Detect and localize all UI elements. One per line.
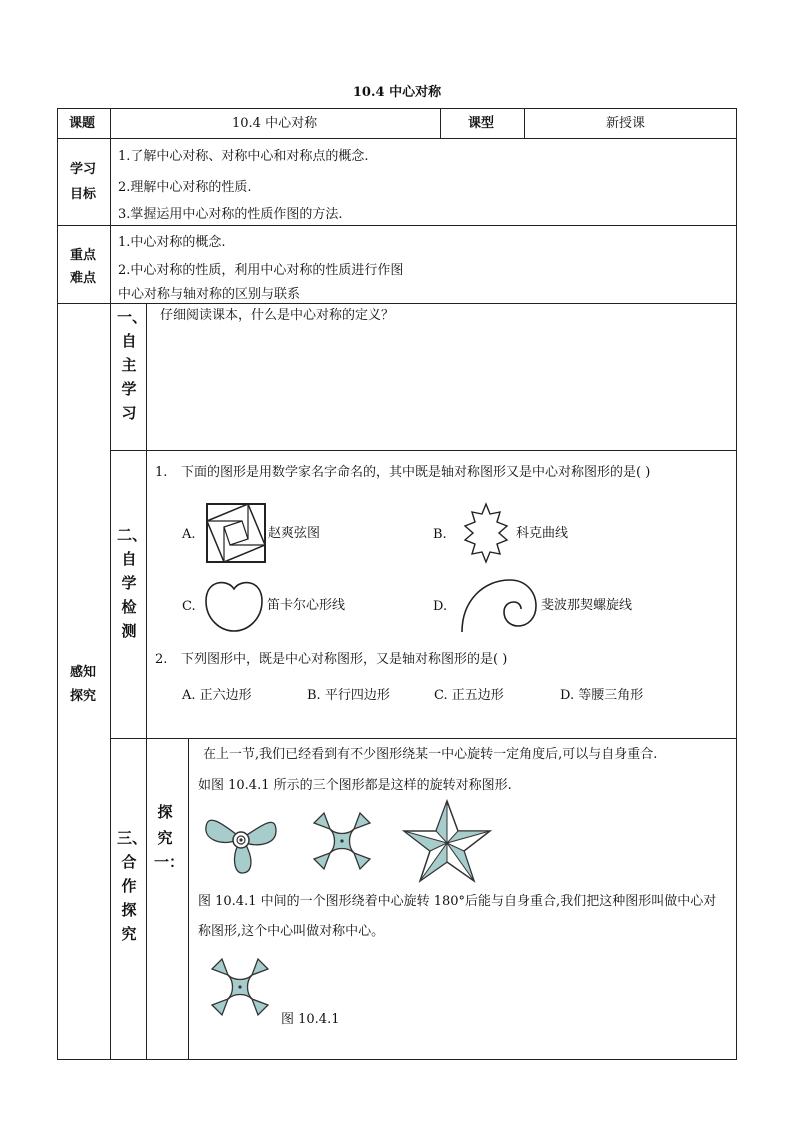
q1-option-d-label: 斐波那契螺旋线 — [541, 598, 633, 613]
subject-label: 课题 — [69, 116, 96, 131]
q1-option-b-label: 科克曲线 — [516, 526, 569, 541]
keypoints-label-2: 难点 — [70, 271, 97, 286]
explore-label-2: 探究 — [70, 689, 97, 704]
figure-caption: 图 10.4.1 — [281, 1012, 340, 1027]
objective-item: 3.掌握运用中心对称的性质作图的方法. — [118, 207, 343, 222]
q2-text: 下列图形中，既是中心对称图形，又是轴对称图形的是( ) — [181, 652, 508, 667]
q2-option: C. 正五边形 — [434, 688, 504, 703]
keypoint-item: 中心对称与轴对称的区别与联系 — [118, 287, 301, 302]
q1-number: 1. — [155, 465, 168, 480]
cardioid-figure — [204, 577, 264, 633]
section3-para2: 如图 10.4.1 所示的三个图形都是这样的旋转对称图形. — [198, 778, 512, 793]
objectives-label-2: 目标 — [70, 187, 97, 202]
q1-option-a-label: 赵爽弦图 — [268, 526, 321, 541]
type-value: 新授课 — [606, 116, 646, 131]
objective-item: 2.理解中心对称的性质. — [118, 180, 252, 195]
q1-text: 下面的图形是用数学家名字命名的，其中既是轴对称图形又是中心对称图形的是( ) — [181, 465, 651, 480]
q1-option-c-letter: C. — [182, 599, 196, 614]
fan-figure — [202, 805, 278, 875]
q1-option-a-letter: A. — [182, 527, 196, 542]
q2-option: A. 正六边形 — [182, 688, 252, 703]
section3-para3-line2: 称图形,这个中心叫做对称中心。 — [198, 924, 385, 939]
koch-curve-figure — [456, 502, 516, 566]
objectives-label-1: 学习 — [70, 162, 97, 177]
q1-option-c-label: 笛卡尔心形线 — [267, 598, 346, 613]
star-figure — [402, 799, 492, 883]
fibonacci-spiral-figure — [458, 576, 538, 636]
page-title: 10.4 中心对称 — [352, 85, 442, 100]
pinwheel-figure — [306, 805, 378, 877]
objective-item: 1.了解中心对称、对称中心和对称点的概念. — [118, 149, 369, 164]
subject-value: 10.4 中心对称 — [232, 116, 318, 131]
keypoints-label-1: 重点 — [70, 248, 97, 263]
zhao-shuang-figure — [206, 503, 266, 563]
section1-question: 仔细阅读课本，什么是中心对称的定义？ — [160, 308, 395, 323]
section3-para1: 在上一节,我们已经看到有不少图形绕某一中心旋转一定角度后,可以与自身重合. — [203, 747, 658, 762]
q1-option-b-letter: B. — [433, 527, 447, 542]
q2-option: D. 等腰三角形 — [560, 688, 644, 703]
type-label: 课型 — [468, 116, 495, 131]
explore-label-1: 感知 — [70, 665, 97, 680]
q2-option: B. 平行四边形 — [307, 688, 390, 703]
q1-option-d-letter: D. — [433, 599, 448, 614]
keypoint-item: 1.中心对称的概念. — [118, 235, 226, 250]
pinwheel-figure-small — [204, 951, 276, 1023]
q2-number: 2. — [155, 652, 168, 667]
keypoint-item: 2.中心对称的性质，利用中心对称的性质进行作图 — [118, 263, 404, 278]
section3-para3-line1: 图 10.4.1 中间的一个图形绕着中心旋转 180°后能与自身重合,我们把这种图形叫做中心对 — [198, 894, 717, 909]
